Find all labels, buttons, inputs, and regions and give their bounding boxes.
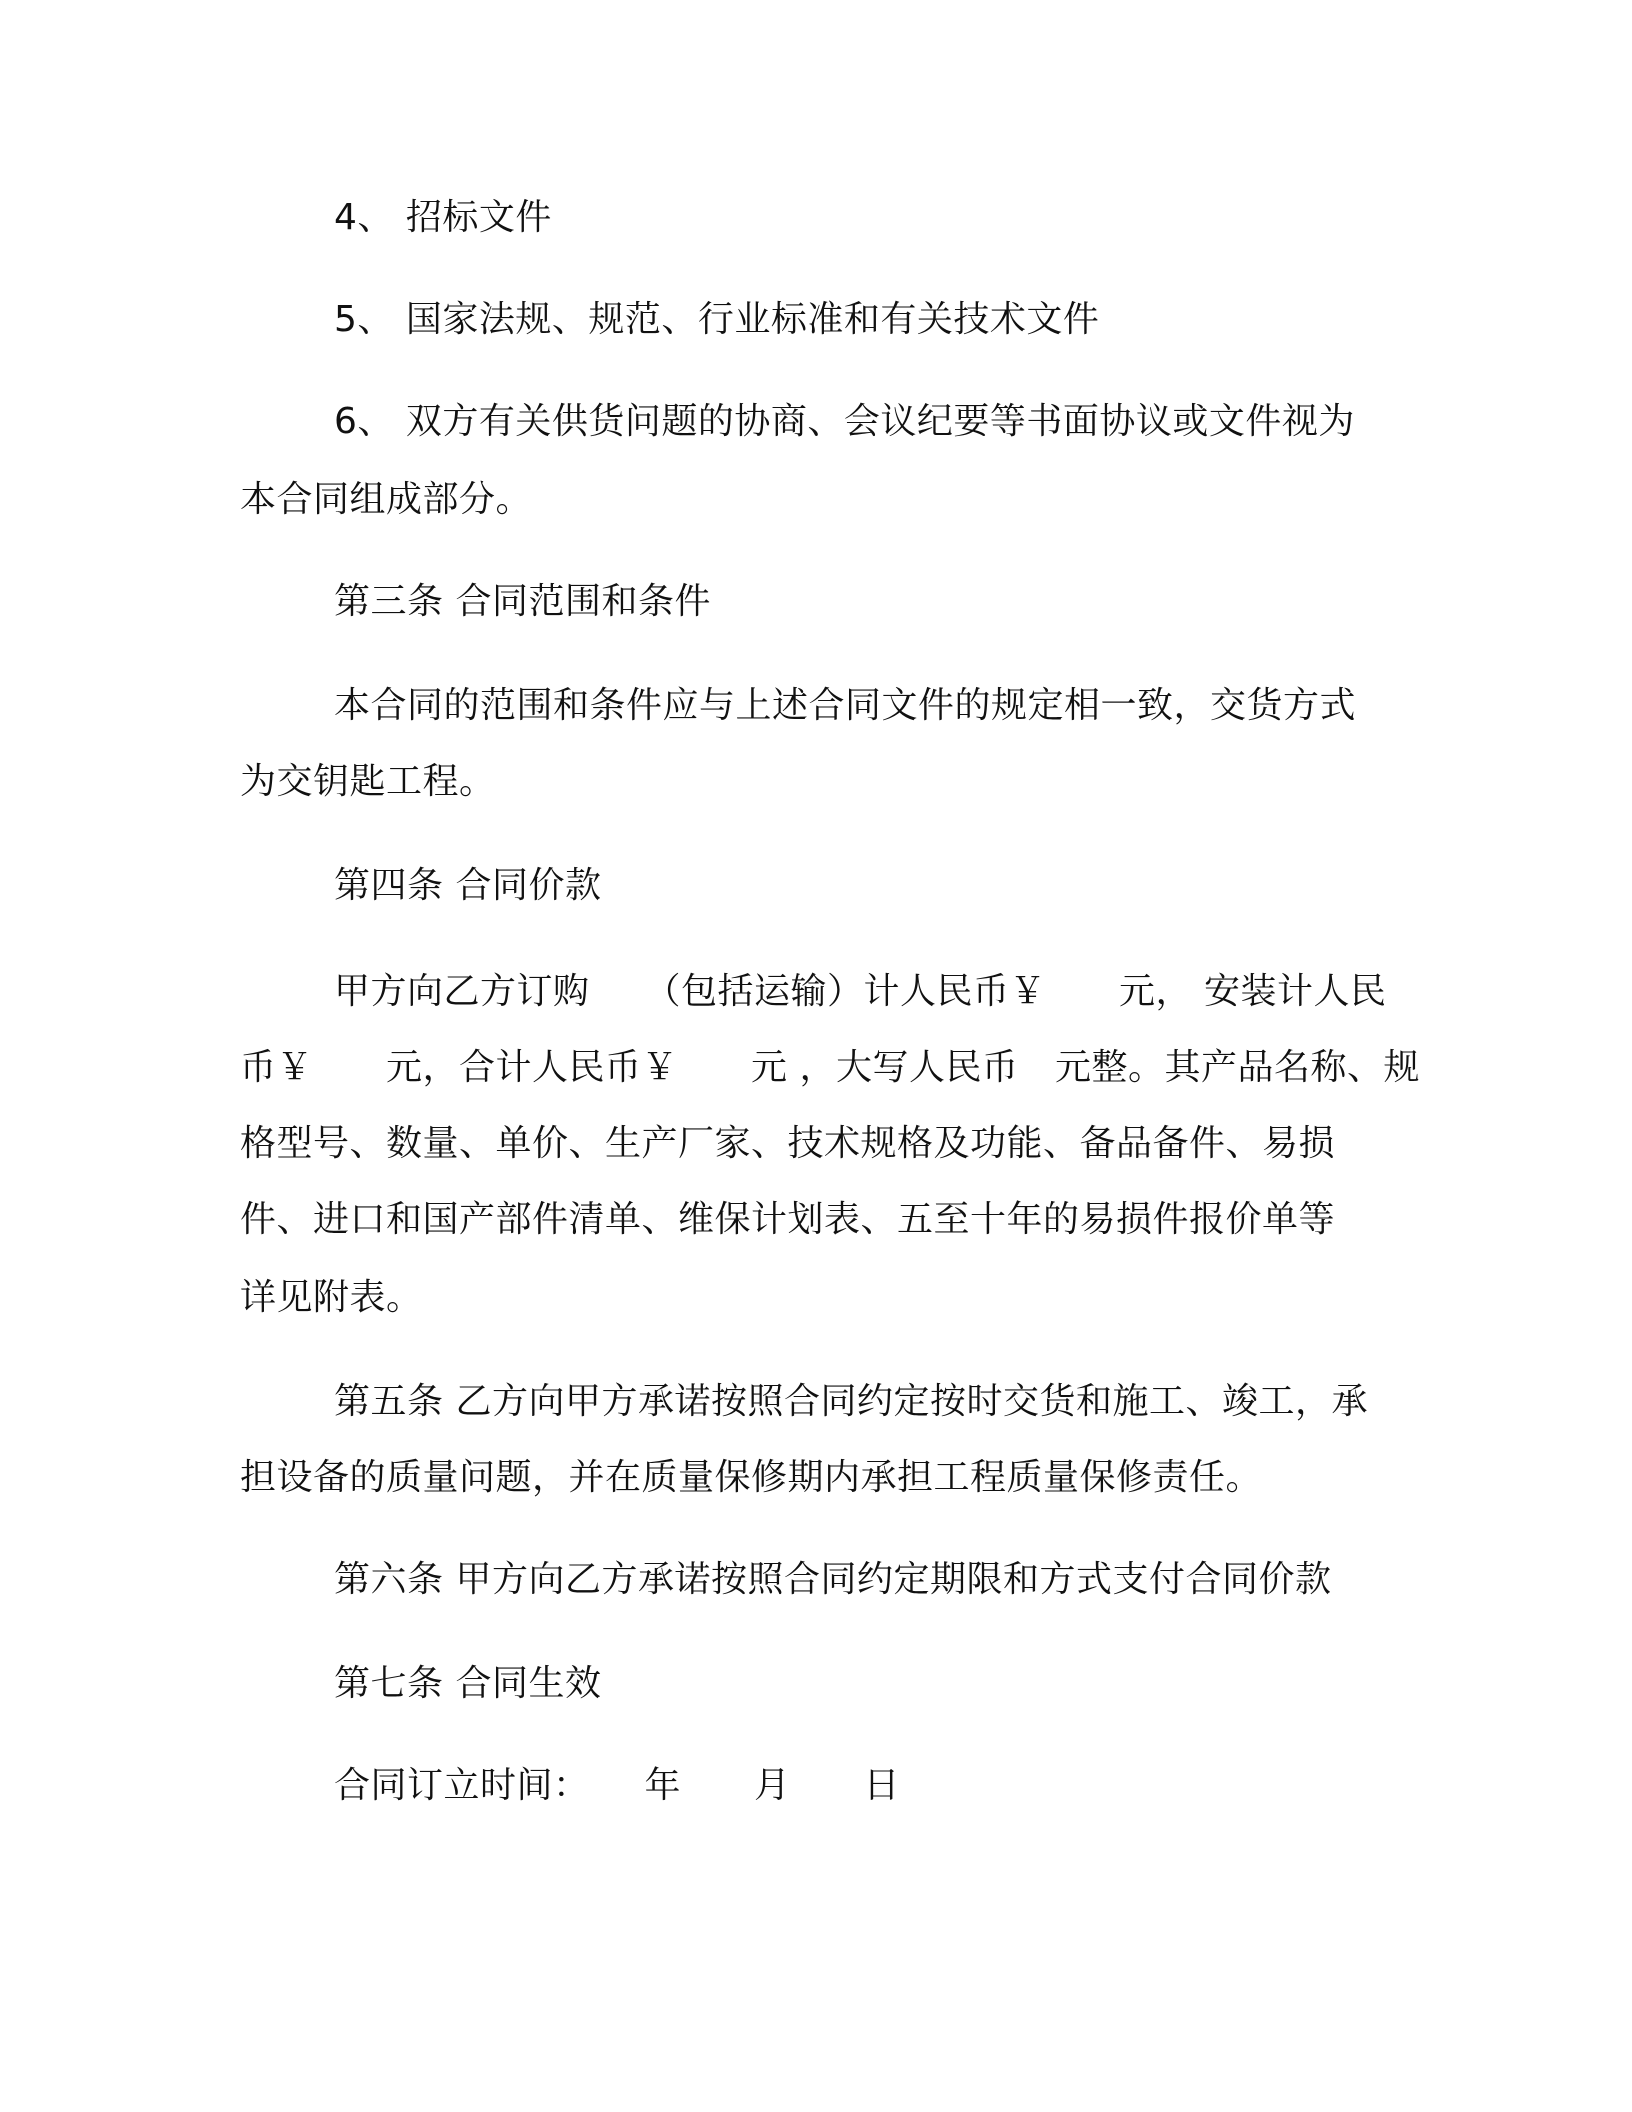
list-item-4: 4、 招标文件 [334, 197, 552, 238]
list-item-5: 5、 国家法规、规范、行业标准和有关技术文件 [334, 299, 1100, 340]
article-4-heading: 第四条 合同价款 [334, 865, 602, 906]
article-3-heading: 第三条 合同范围和条件 [334, 581, 711, 622]
article-4-body-line-4: 件、进口和国产部件清单、维保计划表、五至十年的易损件报价单等 [240, 1199, 1336, 1240]
signing-time: 合同订立时间： 年 月 日 [334, 1765, 901, 1806]
article-7-heading: 第七条 合同生效 [334, 1663, 602, 1704]
article-4-body-line-5: 详见附表。 [240, 1277, 423, 1318]
article-3-body-line-1: 本合同的范围和条件应与上述合同文件的规定相一致，交货方式 [334, 685, 1357, 726]
article-5-line-1: 第五条 乙方向甲方承诺按照合同约定按时交货和施工、竣工，承 [334, 1381, 1368, 1422]
list-item-6-line-1: 6、 双方有关供货问题的协商、会议纪要等书面协议或文件视为 [334, 401, 1355, 442]
article-4-body-line-1: 甲方向乙方订购 （包括运输）计人民币￥ 元， 安装计人民 [334, 971, 1387, 1012]
article-4-body-line-2: 币￥ 元，合计人民币￥ 元 ，大写人民币 元整。其产品名称、规 [240, 1047, 1420, 1088]
article-5-line-2: 担设备的质量问题，并在质量保修期内承担工程质量保修责任。 [240, 1457, 1263, 1498]
article-3-body-line-2: 为交钥匙工程。 [240, 761, 496, 802]
article-4-body-line-3: 格型号、数量、单价、生产厂家、技术规格及功能、备品备件、易损 [240, 1123, 1336, 1164]
list-item-6-line-2: 本合同组成部分。 [240, 479, 533, 520]
article-6-line-1: 第六条 甲方向乙方承诺按照合同约定期限和方式支付合同价款 [334, 1559, 1332, 1600]
